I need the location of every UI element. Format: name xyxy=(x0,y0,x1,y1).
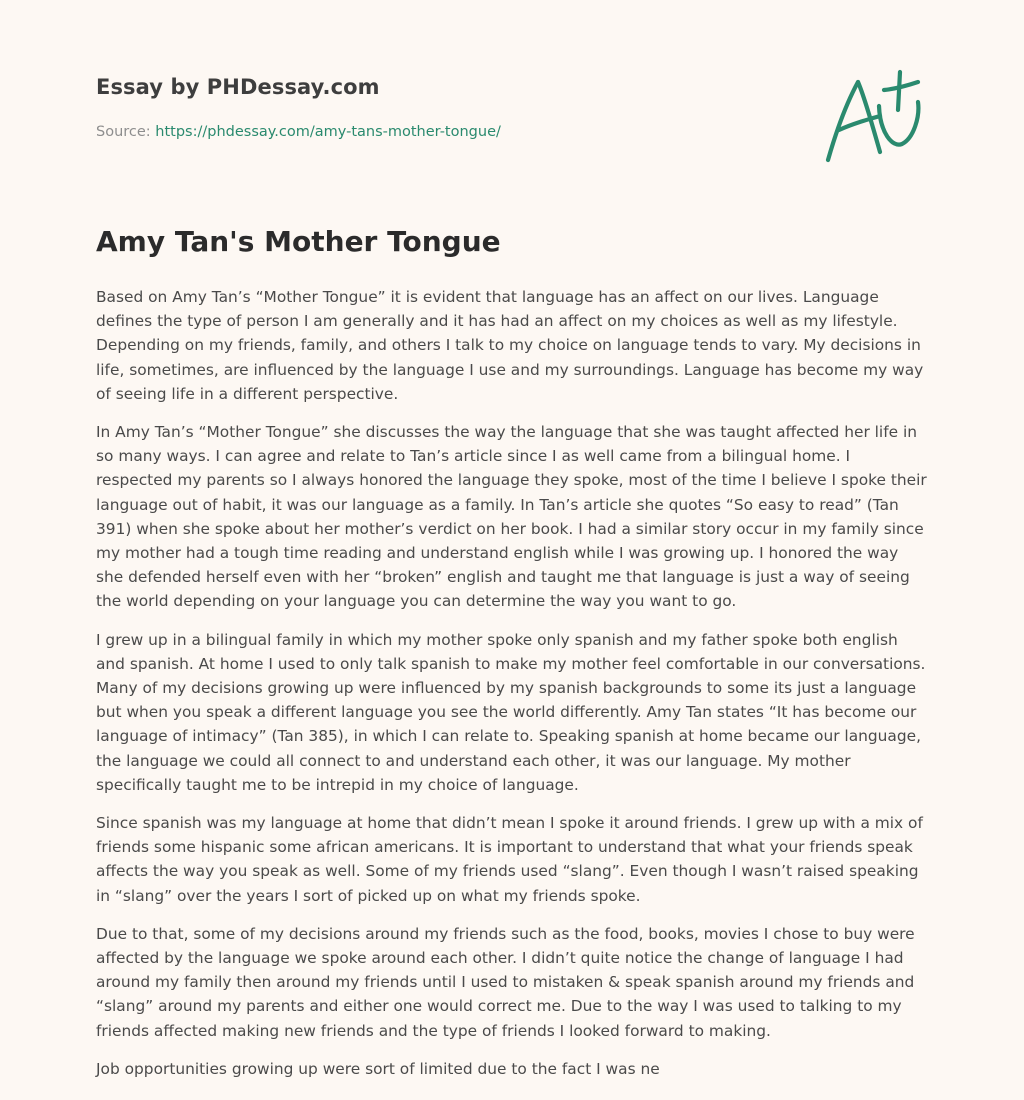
essay-paragraph: Since spanish was my language at home that didn’t mean I spoke it around friends. I grew up with a mix of friends some hispanic some african americans. It is important to understand that what your friends speak affects the way you speak as well. Some of my friends used “slang”. Even though I wasn’t raised speaking in “slang” over the years I sort of picked up on what my friends spoke. xyxy=(96,814,923,905)
essay-header xyxy=(96,0,928,200)
essay-paragraph: Job opportunities growing up were sort of limited due to the fact I was ne xyxy=(96,1059,660,1078)
a-plus-icon xyxy=(822,66,926,166)
source-line xyxy=(96,124,501,140)
brand-title: Essay by PHDessay.com xyxy=(96,75,380,99)
essay-page xyxy=(96,0,928,1078)
essay-body xyxy=(96,285,928,1095)
source-link[interactable]: https://phdessay.com/amy-tans-mother-tongue/ xyxy=(155,124,501,140)
essay-paragraph: In Amy Tan’s “Mother Tongue” she discusses the way the language that she was taught affected her life in so many ways. I can agree and relate to Tan’s article since I as well came from a bilingual home. I respected my parents so I always honored the language they spoke, most of the time I believe I spoke their language out of habit, it was our language as a family. In Tan’s article she quotes “So easy to read” (Tan 391) when she spoke about her mother’s verdict on her book. I had a similar story occur in my family since my mother had a tough time reading and understand english while I was growing up. I honored the way she defended herself even with her “broken” english and taught me that language is just a way of seeing the world depending on your language you can determine the way you want to go. xyxy=(96,423,927,611)
essay-paragraph: Based on Amy Tan’s “Mother Tongue” it is evident that language has an affect on our lives. Language defines the type of person I am generally and it has had an affect on my choices as well as my lifestyle. Depending on my friends, family, and others I talk to my choice on language tends to vary. My decisions in life, sometimes, are influenced by the language I use and my surroundings. Language has become my way of seeing life in a different perspective. xyxy=(96,288,924,403)
essay-paragraph: Due to that, some of my decisions around my friends such as the food, books, movies I chose to buy were affected by the language we spoke around each other. I didn’t quite notice the change of language I had around my family then around my friends until I used to mistaken & speak spanish around my friends and “slang” around my parents and either one would correct me. Due to the way I was used to talking to my friends affected making new friends and the type of friends I looked forward to making. xyxy=(96,924,915,1040)
source-label: Source: xyxy=(96,124,156,140)
essay-title: Amy Tan's Mother Tongue xyxy=(96,225,501,258)
essay-paragraph: I grew up in a bilingual family in which my mother spoke only spanish and my father spoke both english and spanish. At home I used to only talk spanish to make my mother feel comfortable in our conversations. Many of my decisions growing up were influenced by my spanish backgrounds to some its just a language but when you speak a different language you see the world differently. Amy Tan states “It has become our language of intimacy” (Tan 385), in which I can relate to. Speaking spanish at home became our language, the language we could all connect to and understand each other, it was our language. My mother specifically taught me to be intrepid in my choice of language. xyxy=(96,630,926,794)
